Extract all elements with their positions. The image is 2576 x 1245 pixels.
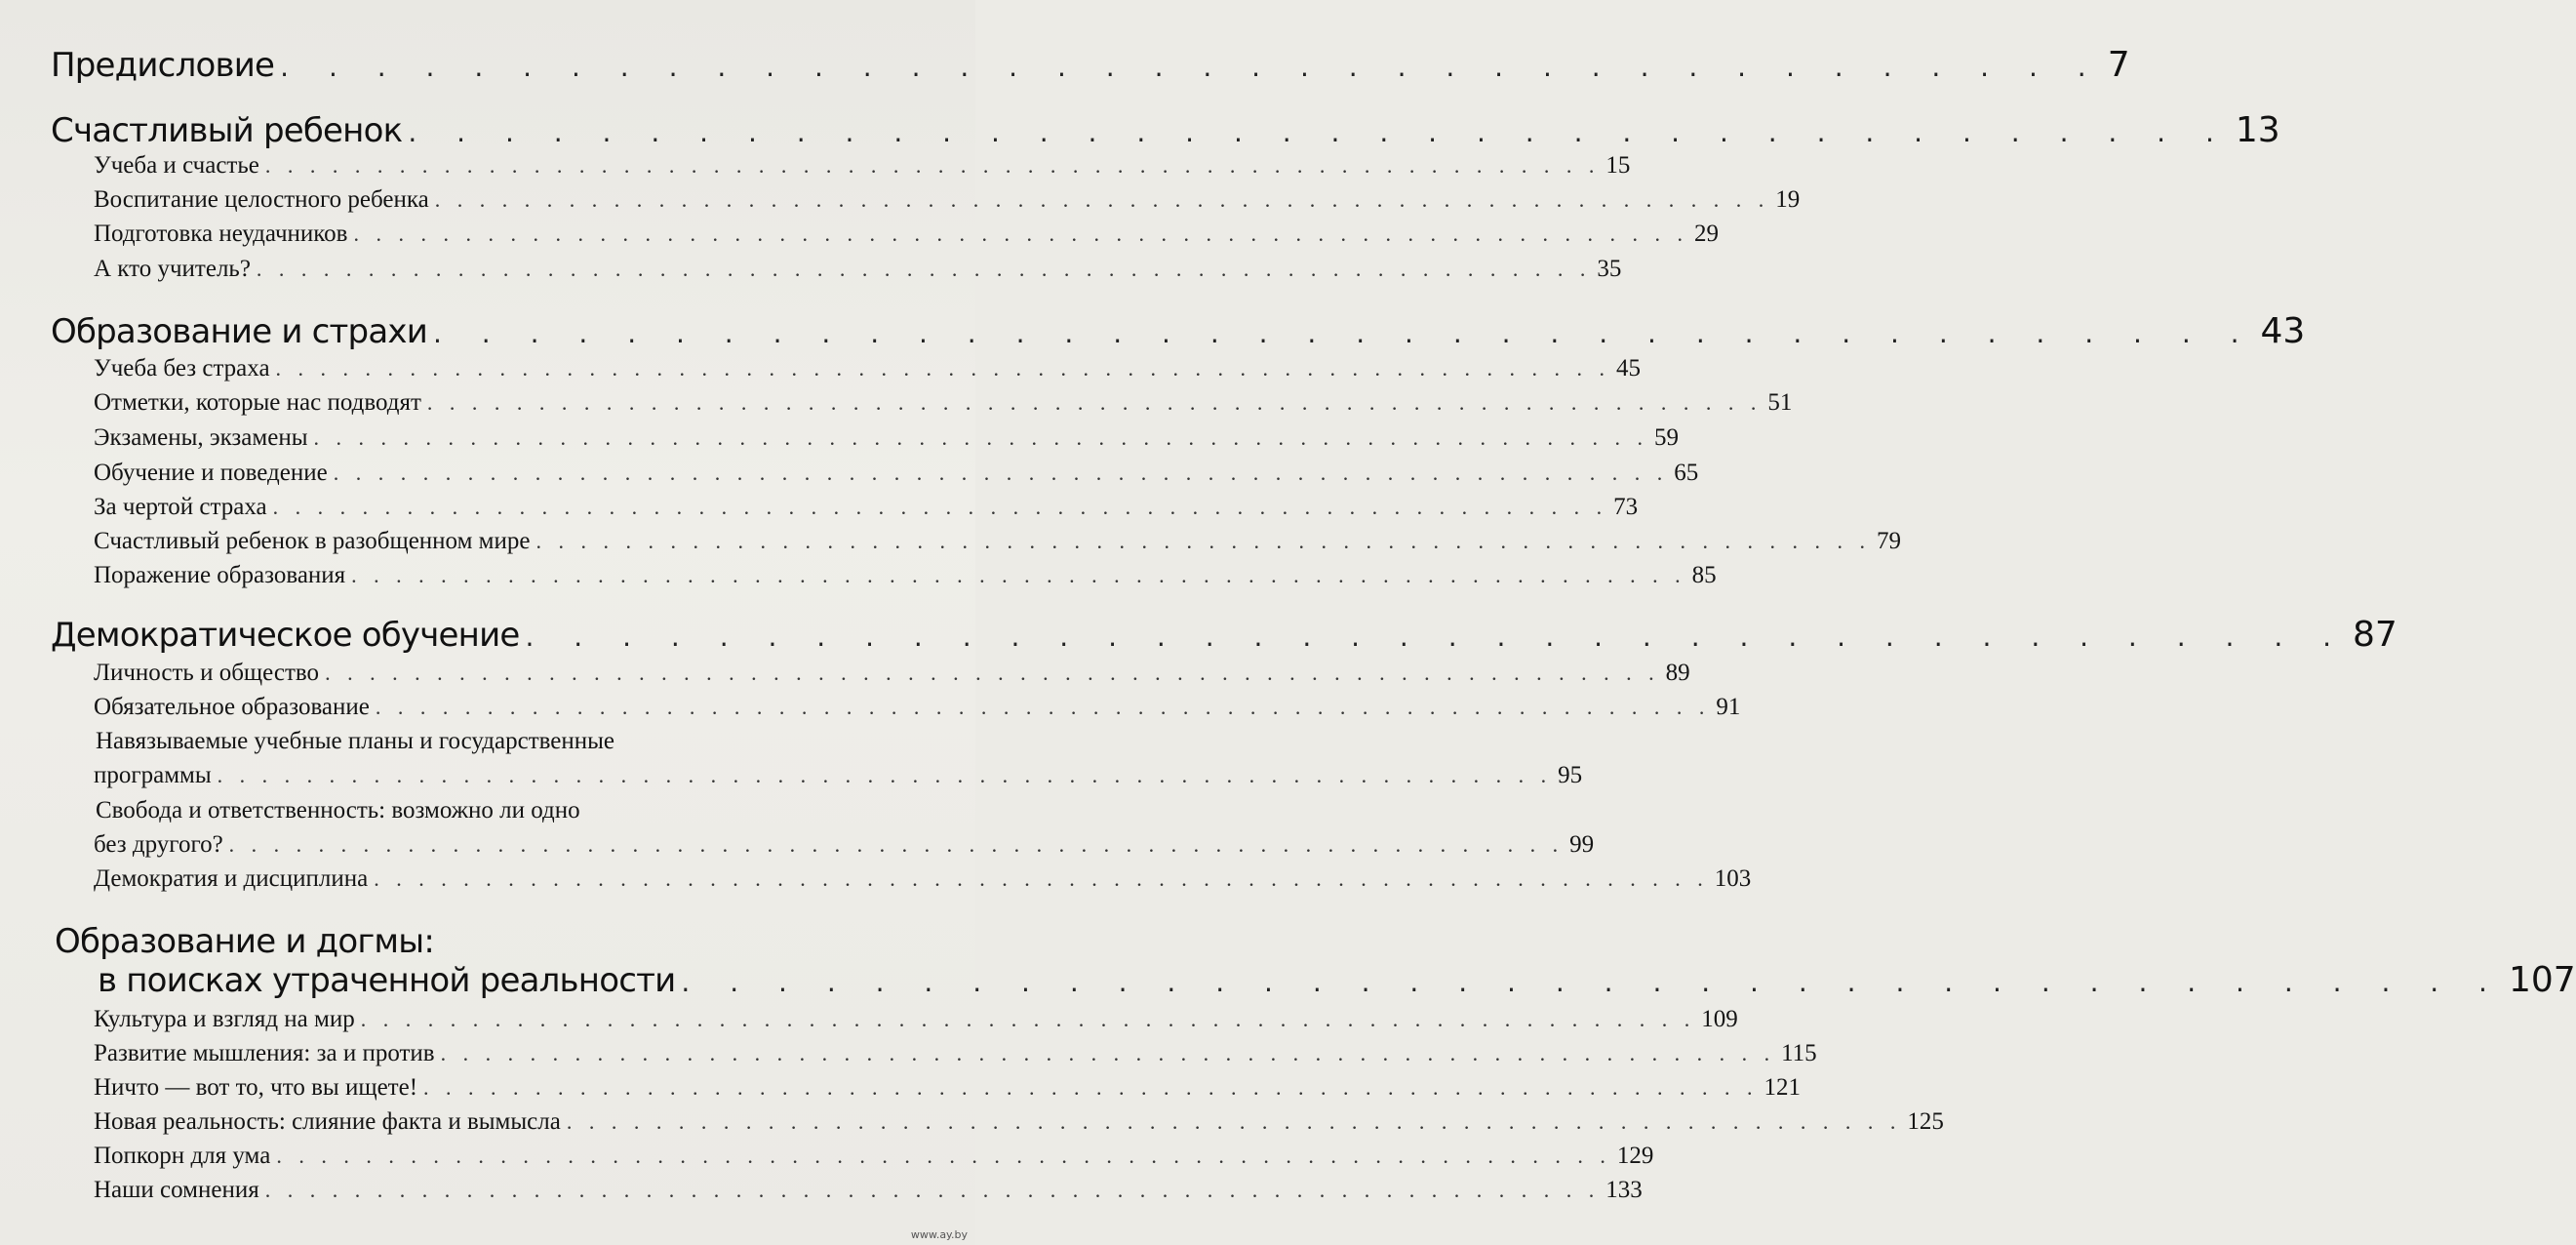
toc-entry[interactable] (94, 424, 1679, 452)
dot-leader: . . . . . . . . . . . . . . . . . . . . . . . . . . . . . . . . . . . . . . . . . . . . . . . . . . . . . . . . . . . . (440, 1041, 1776, 1065)
dot-leader: . . . . . . . . . . . . . . . . . . . . . . . . . . . . . . . . . . . . . . . . . . . . . . . . . . . . . . . . . . . . (375, 695, 1711, 719)
entry-page-number: 51 (1767, 389, 1793, 416)
entry-title: Обучение и поведение (94, 460, 328, 486)
dot-leader: . . . . . . . . . . . . . . . . . . . . . . . . . . . . . . . . . . . . . . . . . . . . . . . . . . . . . . . . . . . . (353, 221, 1688, 246)
entry-page-number: 19 (1775, 186, 1801, 213)
entry-page-number: 95 (1558, 762, 1583, 788)
chapter-title: Счастливый ребенок (51, 111, 403, 150)
dot-leader: . . . . . . . . . . . . . . . . . . . . . . . . . . . . . . . . . . . . . . (408, 116, 2230, 148)
entry-page-number: 85 (1691, 562, 1717, 588)
entry-page-number: 79 (1876, 528, 1901, 554)
dot-leader: . . . . . . . . . . . . . . . . . . . . . . . . . . . . . . . . . . . . . . . . . . . . . . . . . . . . . . . . . . . . (374, 866, 1709, 891)
entry-page-number: 103 (1714, 865, 1752, 892)
entry-title: Воспитание целостного ребенка (94, 186, 429, 213)
toc-entry[interactable] (94, 865, 1752, 893)
entry-title-line1: Свобода и ответственность: возможно ли одно (96, 797, 580, 823)
chapter-page-number: 43 (2260, 311, 2306, 351)
entry-page-number: 65 (1674, 460, 1699, 486)
entry-page-number: 29 (1693, 221, 1719, 247)
dot-leader: . . . . . . . . . . . . . . . . . . . . . . . . . . . . . . . . . . . . . . . . . . . . . . . . . . . . . . . . . . . . (228, 832, 1565, 857)
entry-title: Отметки, которые нас подводят (94, 389, 421, 416)
chapter-title: Предисловие (51, 46, 275, 85)
entry-title: Подготовка неудачников (94, 221, 348, 247)
entry-page-number: 133 (1605, 1177, 1643, 1203)
entry-title: Развитие мышления: за и против (94, 1040, 435, 1066)
dot-leader: . . . . . . . . . . . . . . . . . . . . . . . . . . . . . . . . . . . . . . . . . . . . . . . . . . . . . . . . . . . . (264, 153, 1601, 178)
entry-page-number: 59 (1654, 424, 1679, 451)
entry-title: Учеба без страха (94, 355, 270, 382)
toc-entry[interactable] (94, 528, 1901, 555)
dot-leader: . . . . . . . . . . . . . . . . . . . . . . . . . . . . . . . . . . . . . . . . . . . . . . . . . . . . . . . . . . . . (325, 661, 1660, 685)
entry-page-number: 109 (1701, 1006, 1738, 1032)
toc-entry[interactable] (94, 1074, 1802, 1102)
entry-title: Счастливый ребенок в разобщенном мире (94, 528, 531, 554)
entry-title-line1: Навязываемые учебные планы и государственные (96, 728, 615, 754)
toc-entry[interactable] (94, 562, 1717, 589)
dot-leader: . . . . . . . . . . . . . . . . . . . . . . . . . . . . . . . . . . . . . . . . . . . . . . . . . . . . . . . . . . . . (566, 1109, 1902, 1134)
toc-chapter-preface[interactable] (51, 45, 2130, 85)
chapter-title: Образование и страхи (51, 312, 427, 351)
toc-entry[interactable] (94, 221, 1719, 248)
toc-entry[interactable] (94, 1006, 1738, 1033)
entry-title: Культура и взгляд на мир (94, 1006, 355, 1032)
entry-title: Личность и общество (94, 660, 320, 686)
toc-entry[interactable] (94, 186, 1801, 214)
toc-entry[interactable] (94, 152, 1631, 180)
entry-title: Новая реальность: слияние факта и вымысла (94, 1108, 561, 1135)
entry-page-number: 99 (1569, 831, 1595, 858)
dot-leader: . . . . . . . . . . . . . . . . . . . . . . . . . . . . . . . . . . . . . . . . . . . . . . . . . . . . . . . . . . . . (272, 495, 1608, 519)
dot-leader: . . . . . . . . . . . . . . . . . . . . . . . . . . . . . . . . . . . . . . . . . . . . . . . . . . . . . . . . . . . . (426, 390, 1763, 415)
dot-leader: . . . . . . . . . . . . . . . . . . . . . . . . . . . . . . . . . . . . . . . . . . . . . . . . . . . . . . . . . . . . (276, 1144, 1611, 1168)
toc-entry[interactable] (94, 256, 1622, 283)
dot-leader: . . . . . . . . . . . . . . . . . . . . . . . . . . . . . . . . . . . . . . (433, 317, 2255, 349)
entry-page-number: 121 (1764, 1074, 1802, 1101)
chapter-page-number: 107 (2508, 960, 2576, 1000)
toc-entry[interactable] (94, 389, 1793, 417)
entry-title: Поражение образования (94, 562, 346, 588)
dot-leader: . . . . . . . . . . . . . . . . . . . . . . . . . . . . . . . . . . . . . . (681, 966, 2503, 998)
dot-leader: . . . . . . . . . . . . . . . . . . . . . . . . . . . . . . . . . . . . . . (280, 51, 2102, 83)
toc-entry[interactable] (94, 355, 1642, 382)
dot-leader: . . . . . . . . . . . . . . . . . . . . . . . . . . . . . . . . . . . . . . . . . . . . . . . . . . . . . . . . . . . . (360, 1007, 1696, 1031)
chapter-title: Демократическое обучение (51, 616, 520, 655)
entry-page-number: 35 (1597, 256, 1622, 282)
entry-title: Учеба и счастье (94, 152, 259, 179)
chapter-title-line1: Образование и догмы: (55, 922, 434, 961)
toc-entry[interactable] (94, 831, 1595, 859)
entry-title: Ничто — вот то, что вы ищете! (94, 1074, 418, 1101)
entry-title: Демократия и дисциплина (94, 865, 369, 892)
dot-leader: . . . . . . . . . . . . . . . . . . . . . . . . . . . . . . . . . . . . . . . . . . . . . . . . . . . . . . . . . . . . (275, 356, 1611, 381)
toc-entry[interactable] (94, 494, 1639, 521)
toc-entry[interactable] (94, 1108, 1944, 1136)
entry-title: Наши сомнения (94, 1177, 259, 1203)
dot-leader: . . . . . . . . . . . . . . . . . . . . . . . . . . . . . . . . . . . . . . . . . . . . . . . . . . . . . . . . . . . . (423, 1075, 1759, 1100)
entry-title: Попкорн для ума (94, 1143, 271, 1169)
dot-leader: . . . . . . . . . . . . . . . . . . . . . . . . . . . . . . . . . . . . . . . . . . . . . . . . . . . . . . . . . . . . (535, 529, 1871, 553)
dot-leader: . . . . . . . . . . . . . . . . . . . . . . . . . . . . . . . . . . . . . . (525, 621, 2348, 653)
dot-leader: . . . . . . . . . . . . . . . . . . . . . . . . . . . . . . . . . . . . . . . . . . . . . . . . . . . . . . . . . . . . (256, 257, 1592, 281)
dot-leader: . . . . . . . . . . . . . . . . . . . . . . . . . . . . . . . . . . . . . . . . . . . . . . . . . . . . . . . . . . . . (333, 461, 1669, 485)
entry-page-number: 15 (1605, 152, 1631, 179)
chapter-page-number: 13 (2235, 110, 2280, 150)
entry-page-number: 73 (1613, 494, 1639, 520)
chapter-title: в поисках утраченной реальности (98, 961, 676, 1000)
dot-leader: . . . . . . . . . . . . . . . . . . . . . . . . . . . . . . . . . . . . . . . . . . . . . . . . . . . . . . . . . . . . (264, 1178, 1601, 1202)
dot-leader: . . . . . . . . . . . . . . . . . . . . . . . . . . . . . . . . . . . . . . . . . . . . . . . . . . . . . . . . . . . . (434, 187, 1770, 212)
toc-chapter-happy-child[interactable] (51, 110, 2280, 150)
toc-chapter-education-and-dogmas[interactable] (98, 960, 2576, 1000)
toc-entry[interactable] (94, 1177, 1643, 1204)
toc-chapter-education-and-fears[interactable] (51, 311, 2306, 351)
entry-page-number: 91 (1716, 694, 1741, 720)
entry-title: За чертой страха (94, 494, 267, 520)
toc-entry[interactable] (94, 660, 1690, 687)
toc-entry[interactable] (94, 1143, 1654, 1170)
entry-page-number: 115 (1781, 1040, 1817, 1066)
entry-page-number: 45 (1616, 355, 1642, 382)
entry-page-number: 125 (1907, 1108, 1944, 1135)
dot-leader: . . . . . . . . . . . . . . . . . . . . . . . . . . . . . . . . . . . . . . . . . . . . . . . . . . . . . . . . . . . . (313, 425, 1648, 450)
chapter-page-number: 87 (2353, 615, 2398, 655)
toc-chapter-democratic-learning[interactable] (51, 615, 2398, 655)
dot-leader: . . . . . . . . . . . . . . . . . . . . . . . . . . . . . . . . . . . . . . . . . . . . . . . . . . . . . . . . . . . . (217, 763, 1553, 787)
entry-title: программы (94, 762, 212, 788)
toc-entry[interactable] (94, 460, 1699, 487)
watermark: www.ay.by (910, 1228, 968, 1241)
entry-page-number: 89 (1665, 660, 1690, 686)
entry-title: А кто учитель? (94, 256, 251, 282)
entry-page-number: 129 (1616, 1143, 1654, 1169)
toc-entry[interactable] (94, 762, 1583, 789)
entry-title: Экзамены, экзамены (94, 424, 308, 451)
entry-title: без другого? (94, 831, 223, 858)
entry-title: Обязательное образование (94, 694, 370, 720)
chapter-page-number: 7 (2107, 45, 2130, 85)
toc-entry[interactable] (94, 1040, 1817, 1067)
dot-leader: . . . . . . . . . . . . . . . . . . . . . . . . . . . . . . . . . . . . . . . . . . . . . . . . . . . . . . . . . . . . (351, 563, 1686, 587)
toc-entry[interactable] (94, 694, 1741, 721)
